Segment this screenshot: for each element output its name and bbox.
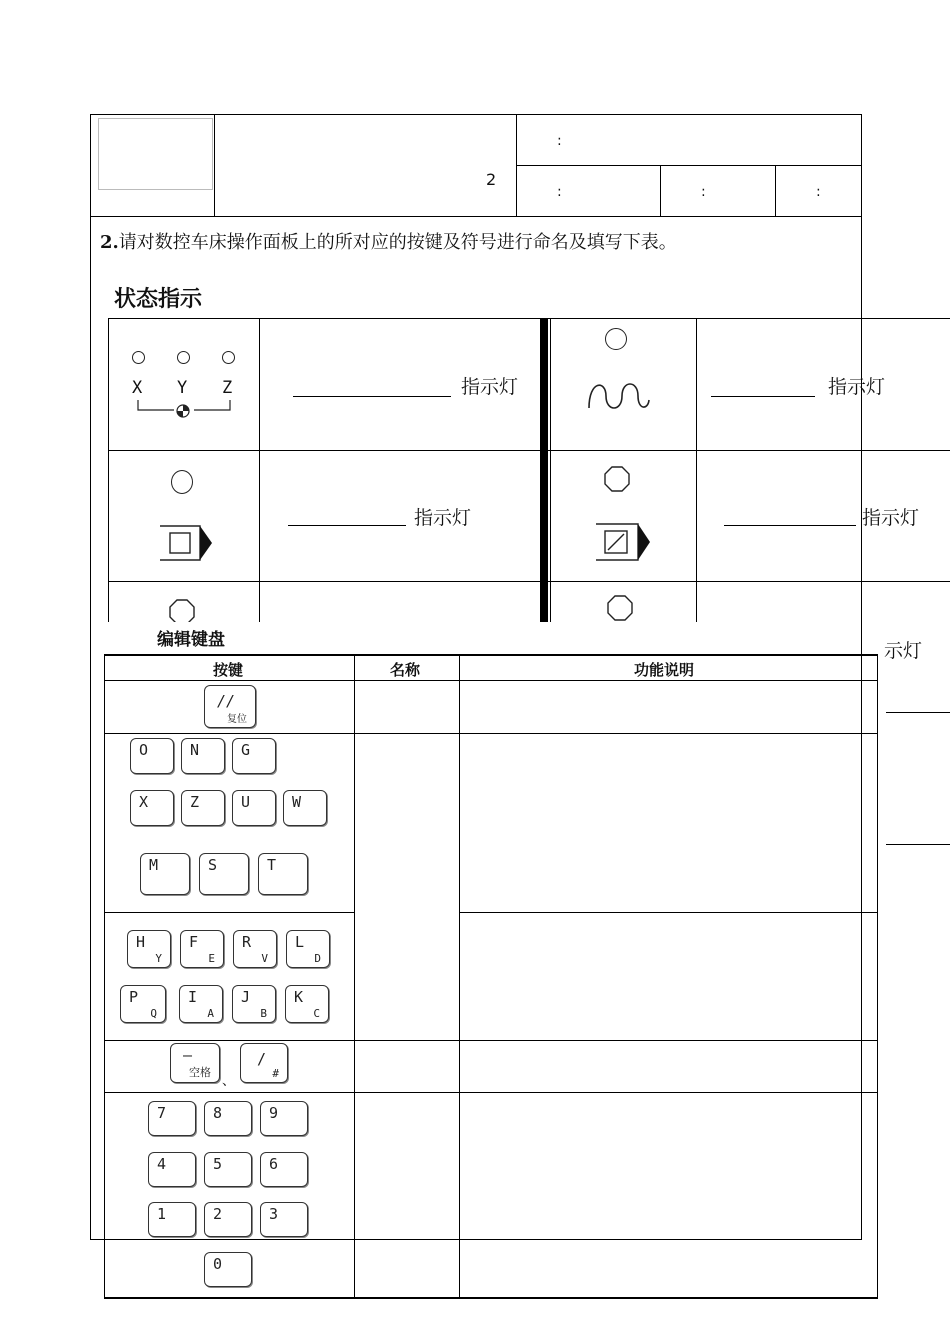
key-0[interactable]: 0 (204, 1252, 252, 1287)
header-label-b1: : (557, 184, 562, 200)
header-label-top: : (557, 133, 562, 149)
key-2[interactable]: 2 (204, 1202, 252, 1237)
question-number: 2. (100, 232, 119, 253)
key-r-v[interactable]: R V (233, 930, 277, 968)
col-key-header: 按键 (213, 661, 244, 679)
logo-box (98, 118, 213, 190)
indicator-label-4: 指示灯 (862, 507, 920, 529)
header-label-b2: : (701, 184, 706, 200)
question-text (100, 228, 677, 254)
octagon-indicator-2 (168, 598, 196, 624)
key-o[interactable]: O (130, 738, 174, 774)
indicator-label-partial: 示灯 (884, 640, 923, 662)
separator-mark: 、 (222, 1074, 236, 1089)
key-k-c[interactable]: K C (285, 985, 329, 1023)
key-w[interactable]: W (283, 790, 327, 826)
key-g[interactable]: G (232, 738, 276, 774)
key-7[interactable]: 7 (148, 1101, 196, 1136)
key-j-b[interactable]: J B (232, 985, 276, 1023)
octagon-indicator-3 (606, 594, 634, 622)
key-5[interactable]: 5 (204, 1152, 252, 1187)
key-3[interactable]: 3 (260, 1202, 308, 1237)
col-func-header: 功能说明 (634, 661, 695, 679)
edit-title: 编辑键盘 (157, 630, 225, 650)
indicator-label-1: 指示灯 (461, 376, 519, 398)
axis-y-label: Y (177, 378, 188, 398)
header-label-b3: : (816, 184, 821, 200)
indicator-label-3: 指示灯 (414, 507, 472, 529)
key-6[interactable]: 6 (260, 1152, 308, 1187)
key-z[interactable]: Z (181, 790, 225, 826)
key-f-e[interactable]: F E (180, 930, 224, 968)
key-u[interactable]: U (232, 790, 276, 826)
key-i-a[interactable]: I A (179, 985, 223, 1023)
key-x[interactable]: X (130, 790, 174, 826)
key-m[interactable]: M (140, 853, 190, 895)
key-t[interactable]: T (258, 853, 308, 895)
key-9[interactable]: 9 (260, 1101, 308, 1136)
key-h-y[interactable]: H Y (127, 930, 171, 968)
indicator-label-2: 指示灯 (828, 376, 886, 398)
key-l-d[interactable]: L D (286, 930, 330, 968)
question-body: 请对数控车床操作面板上的所对应的按键及符号进行命名及填写下表。 (118, 232, 677, 253)
single-block-icon (156, 524, 216, 564)
key-space[interactable]: – 空格 (170, 1043, 220, 1083)
key-8[interactable]: 8 (204, 1101, 252, 1136)
key-slash-hash[interactable]: / # (240, 1043, 288, 1083)
key-p-q[interactable]: P Q (120, 985, 166, 1023)
axis-x-label: X (132, 378, 143, 398)
key-s[interactable]: S (199, 853, 249, 895)
block-skip-icon (592, 522, 656, 564)
spindle-wave-icon (586, 378, 652, 412)
reset-key[interactable]: // 复位 (204, 685, 256, 728)
col-name-header: 名称 (390, 661, 421, 679)
key-1[interactable]: 1 (148, 1202, 196, 1237)
octagon-indicator (603, 465, 631, 493)
key-4[interactable]: 4 (148, 1152, 196, 1187)
course-number: 2 (486, 170, 497, 189)
status-title: 状态指示 (114, 287, 203, 312)
home-return-icon (130, 398, 240, 422)
key-n[interactable]: N (181, 738, 225, 774)
axis-z-label: Z (222, 378, 233, 398)
